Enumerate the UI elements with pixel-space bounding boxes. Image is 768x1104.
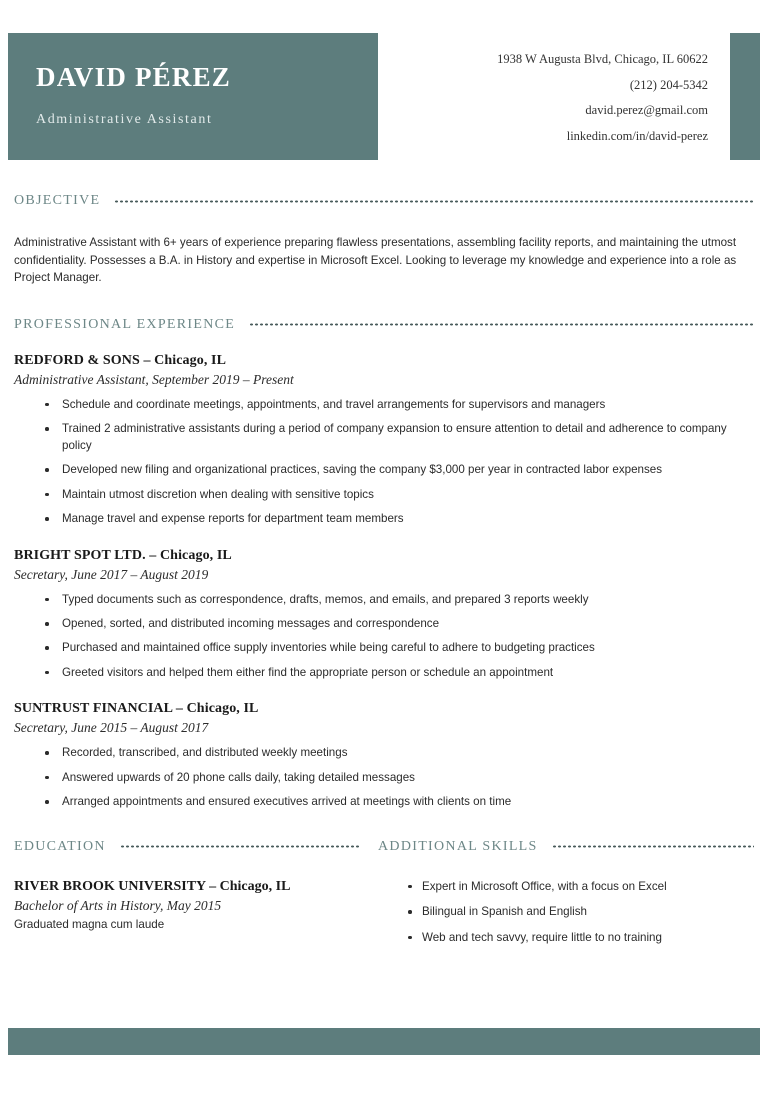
- bottom-columns: [0, 839, 768, 955]
- job-bullets: [14, 592, 754, 682]
- skills-list: [378, 879, 754, 946]
- objective-heading: OBJECTIVE: [14, 193, 101, 208]
- list-item: Answered upwards of 20 phone calls daily, taking detailed messages: [14, 770, 754, 786]
- list-item: Opened, sorted, and distributed incoming messages and correspondence: [14, 616, 754, 632]
- candidate-job-title: Administrative Assistant: [36, 111, 213, 127]
- skills-heading-row: [378, 839, 754, 855]
- list-item: Expert in Microsoft Office, with a focus on Excel: [378, 879, 754, 895]
- contact-phone[interactable]: (212) 204-5342: [629, 77, 708, 92]
- contact-address: 1938 W Augusta Blvd, Chicago, IL 60622: [497, 52, 708, 66]
- job-bullets: [14, 397, 754, 528]
- experience-heading: PROFESSIONAL EXPERIENCE: [14, 316, 236, 332]
- list-item: Web and tech savvy, require little to no training: [378, 930, 754, 946]
- experience-heading-row: [14, 317, 754, 333]
- objective-text: Administrative Assistant with 6+ years of experience preparing flawless presentations, assembling facility reports, and maintaining the utmost confidentiality. Possesses a B.A. in History and expertise in Microsoft Excel. Looking to leverage my knowledge and experience into a role as Project Manager.: [14, 236, 737, 285]
- job-meta: Secretary, June 2017 – August 2019: [14, 566, 209, 582]
- list-item: Maintain utmost discretion when dealing with sensitive topics: [14, 487, 754, 503]
- skills-section: [378, 839, 754, 955]
- skills-heading: ADDITIONAL SKILLS: [378, 838, 538, 854]
- job-company: REDFORD & SONS – Chicago, IL: [14, 352, 227, 368]
- list-item: Trained 2 administrative assistants during a period of company expansion to ensure attention to detail and adherence to company policy: [14, 421, 754, 454]
- resume-header: [0, 33, 768, 160]
- education-school: RIVER BROOK UNIVERSITY – Chicago, IL: [14, 878, 291, 894]
- experience-section: [0, 317, 768, 811]
- list-item: Manage travel and expense reports for department team members: [14, 511, 754, 527]
- education-note: Graduated magna cum laude: [14, 917, 165, 931]
- job-bullets: [14, 745, 754, 810]
- header-accent-bar: [730, 33, 760, 160]
- objective-section: [0, 193, 768, 287]
- list-item: Bilingual in Spanish and English: [378, 904, 754, 920]
- footer-accent-bar: [8, 1028, 760, 1055]
- objective-heading-row: [14, 193, 754, 209]
- education-heading-row: [14, 839, 360, 855]
- list-item: Schedule and coordinate meetings, appointments, and travel arrangements for supervisors and managers: [14, 397, 754, 413]
- dotted-rule: [120, 845, 360, 848]
- list-item: Typed documents such as correspondence, drafts, memos, and emails, and prepared 3 reports weekly: [14, 592, 754, 608]
- list-item: Purchased and maintained office supply inventories while being careful to adhere to budgeting practices: [14, 640, 754, 656]
- job-entry: [14, 548, 754, 682]
- contact-block: [497, 47, 708, 150]
- education-degree: Bachelor of Arts in History, May 2015: [14, 897, 222, 913]
- job-entry: [14, 701, 754, 810]
- job-company: BRIGHT SPOT LTD. – Chicago, IL: [14, 547, 232, 563]
- dotted-rule: [552, 845, 754, 848]
- list-item: Developed new filing and organizational practices, saving the company $3,000 per year in contracted labor expenses: [14, 462, 754, 478]
- job-meta: Administrative Assistant, September 2019 – Present: [14, 371, 294, 387]
- job-company: SUNTRUST FINANCIAL – Chicago, IL: [14, 701, 259, 717]
- education-heading: EDUCATION: [14, 838, 106, 854]
- name-block: [8, 33, 378, 160]
- contact-email[interactable]: david.perez@gmail.com: [585, 103, 708, 118]
- dotted-rule: [114, 200, 754, 203]
- list-item: Recorded, transcribed, and distributed weekly meetings: [14, 745, 754, 761]
- contact-linkedin[interactable]: linkedin.com/in/david-perez: [566, 128, 708, 143]
- job-meta: Secretary, June 2015 – August 2017: [14, 720, 209, 736]
- dotted-rule: [249, 323, 754, 326]
- list-item: Greeted visitors and helped them either find the appropriate person or schedule an appointment: [14, 665, 754, 681]
- list-item: Arranged appointments and ensured executives arrived at meetings with clients on time: [14, 794, 754, 810]
- job-entry: [14, 353, 754, 528]
- candidate-name: DAVID PÉREZ: [36, 62, 231, 92]
- education-section: [14, 839, 360, 955]
